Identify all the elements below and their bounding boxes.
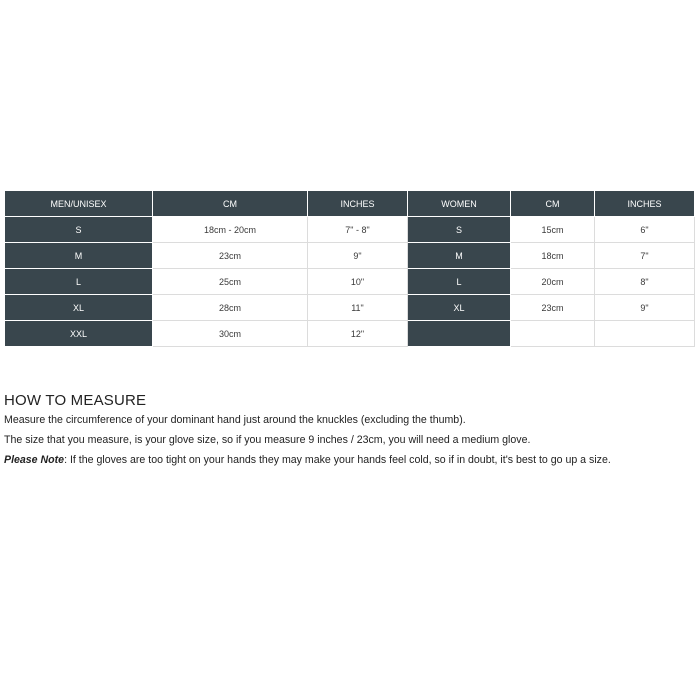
women-size-label: M	[408, 243, 511, 269]
women-inches-cell: 7"	[595, 243, 695, 269]
men-inches-cell: 11"	[308, 295, 408, 321]
men-inches-cell: 10"	[308, 269, 408, 295]
table-header-row	[5, 191, 695, 217]
men-cm-cell: 30cm	[153, 321, 308, 347]
please-note-label: Please Note	[4, 454, 65, 466]
women-inches-cell: 6"	[595, 217, 695, 243]
table-row	[5, 243, 695, 269]
table-row	[5, 321, 695, 347]
please-note	[4, 453, 698, 467]
women-cm-cell: 20cm	[511, 269, 595, 295]
men-cm-cell: 18cm - 20cm	[153, 217, 308, 243]
header-women-inches: INCHES	[595, 191, 695, 217]
measure-instruction-2: The size that you measure, is your glove size, so if you measure 9 inches / 23cm, you will need a medium glove.	[4, 434, 531, 446]
men-size-label: L	[5, 269, 153, 295]
women-cm-cell: 23cm	[511, 295, 595, 321]
how-to-measure-section	[4, 392, 698, 473]
men-cm-cell: 25cm	[153, 269, 308, 295]
women-cm-cell: 15cm	[511, 217, 595, 243]
glove-size-table	[4, 190, 695, 347]
table-row	[5, 295, 695, 321]
men-size-label: XXL	[5, 321, 153, 347]
measure-instruction-1: Measure the circumference of your dominant hand just around the knuckles (excluding the thumb).	[4, 414, 466, 426]
men-cm-cell: 28cm	[153, 295, 308, 321]
women-cm-cell: 18cm	[511, 243, 595, 269]
women-inches-cell: 9"	[595, 295, 695, 321]
women-cm-cell	[511, 321, 595, 347]
header-men-cm: CM	[153, 191, 308, 217]
men-size-label: M	[5, 243, 153, 269]
header-men-inches: INCHES	[308, 191, 408, 217]
men-inches-cell: 9"	[308, 243, 408, 269]
table-row	[5, 217, 695, 243]
women-size-label	[408, 321, 511, 347]
men-inches-cell: 7" - 8"	[308, 217, 408, 243]
header-men-unisex: MEN/UNISEX	[5, 191, 153, 217]
men-size-label: S	[5, 217, 153, 243]
table-row	[5, 269, 695, 295]
how-to-measure-title: HOW TO MEASURE	[4, 392, 147, 409]
men-cm-cell: 23cm	[153, 243, 308, 269]
women-inches-cell: 8"	[595, 269, 695, 295]
women-size-label: S	[408, 217, 511, 243]
women-size-label: L	[408, 269, 511, 295]
men-inches-cell: 12"	[308, 321, 408, 347]
women-inches-cell	[595, 321, 695, 347]
please-note-text: : If the gloves are too tight on your hands they may make your hands feel cold, so if in doubt, it's best to go up a size.	[64, 454, 611, 466]
women-size-label: XL	[408, 295, 511, 321]
header-women: WOMEN	[408, 191, 511, 217]
men-size-label: XL	[5, 295, 153, 321]
header-women-cm: CM	[511, 191, 595, 217]
